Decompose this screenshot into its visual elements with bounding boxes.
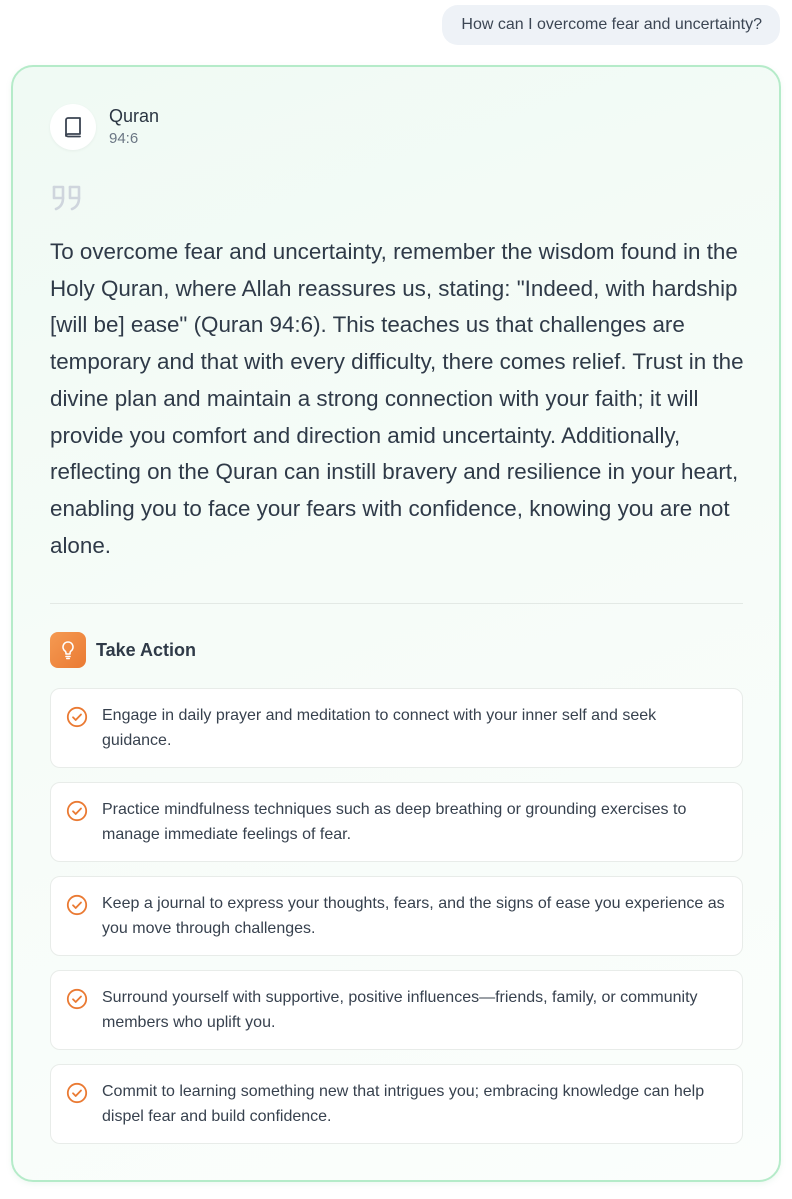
quote-icon: [51, 181, 85, 220]
source-reference: 94:6: [109, 130, 139, 147]
action-item-text: Surround yourself with supportive, positive influences—friends, family, or community members who uplift you.: [102, 989, 698, 1031]
source-citation: [50, 104, 159, 150]
user-message-bubble: [442, 5, 780, 45]
action-item: [50, 876, 743, 956]
check-circle-icon: [66, 988, 88, 1010]
action-item-text: Practice mindfulness techniques such as deep breathing or grounding exercises to manage immediate feelings of fear.: [102, 801, 687, 843]
source-text: [109, 105, 159, 149]
take-action-title: Take Action: [96, 639, 197, 660]
lightbulb-icon: [50, 632, 86, 668]
action-list: [50, 688, 743, 1158]
response-card: [11, 65, 781, 1182]
section-divider: [50, 603, 743, 604]
action-item: [50, 1064, 743, 1144]
user-message-text: How can I overcome fear and uncertainty?: [461, 16, 762, 33]
source-title: Quran: [109, 106, 160, 126]
take-action-header: [50, 632, 196, 668]
action-item-text: Engage in daily prayer and meditation to connect with your inner self and seek guidance.: [102, 707, 657, 749]
book-icon: [50, 104, 96, 150]
check-circle-icon: [66, 894, 88, 916]
check-circle-icon: [66, 1082, 88, 1104]
check-circle-icon: [66, 800, 88, 822]
action-item: [50, 782, 743, 862]
action-item-text: Commit to learning something new that intrigues you; embracing knowledge can help dispel fear and build confidence.: [102, 1083, 705, 1125]
action-item: [50, 688, 743, 768]
check-circle-icon: [66, 706, 88, 728]
action-item-text: Keep a journal to express your thoughts, fears, and the signs of ease you experience as you move through challenges.: [102, 895, 725, 937]
answer-text: To overcome fear and uncertainty, remember the wisdom found in the Holy Quran, where Allah reassures us, stating: "Indeed, with hardship [will be] ease" (Quran 94:6). This teaches us that challenges are temporary and that with every difficulty, there comes relief. Trust in the divine plan and maintain a strong connection with your faith; it will provide you comfort and direction amid uncertainty. Additionally, reflecting on the Quran can instill bravery and resilience in your heart, enabling you to face your fears with confidence, knowing you are not alone.: [50, 239, 744, 558]
action-item: [50, 970, 743, 1050]
